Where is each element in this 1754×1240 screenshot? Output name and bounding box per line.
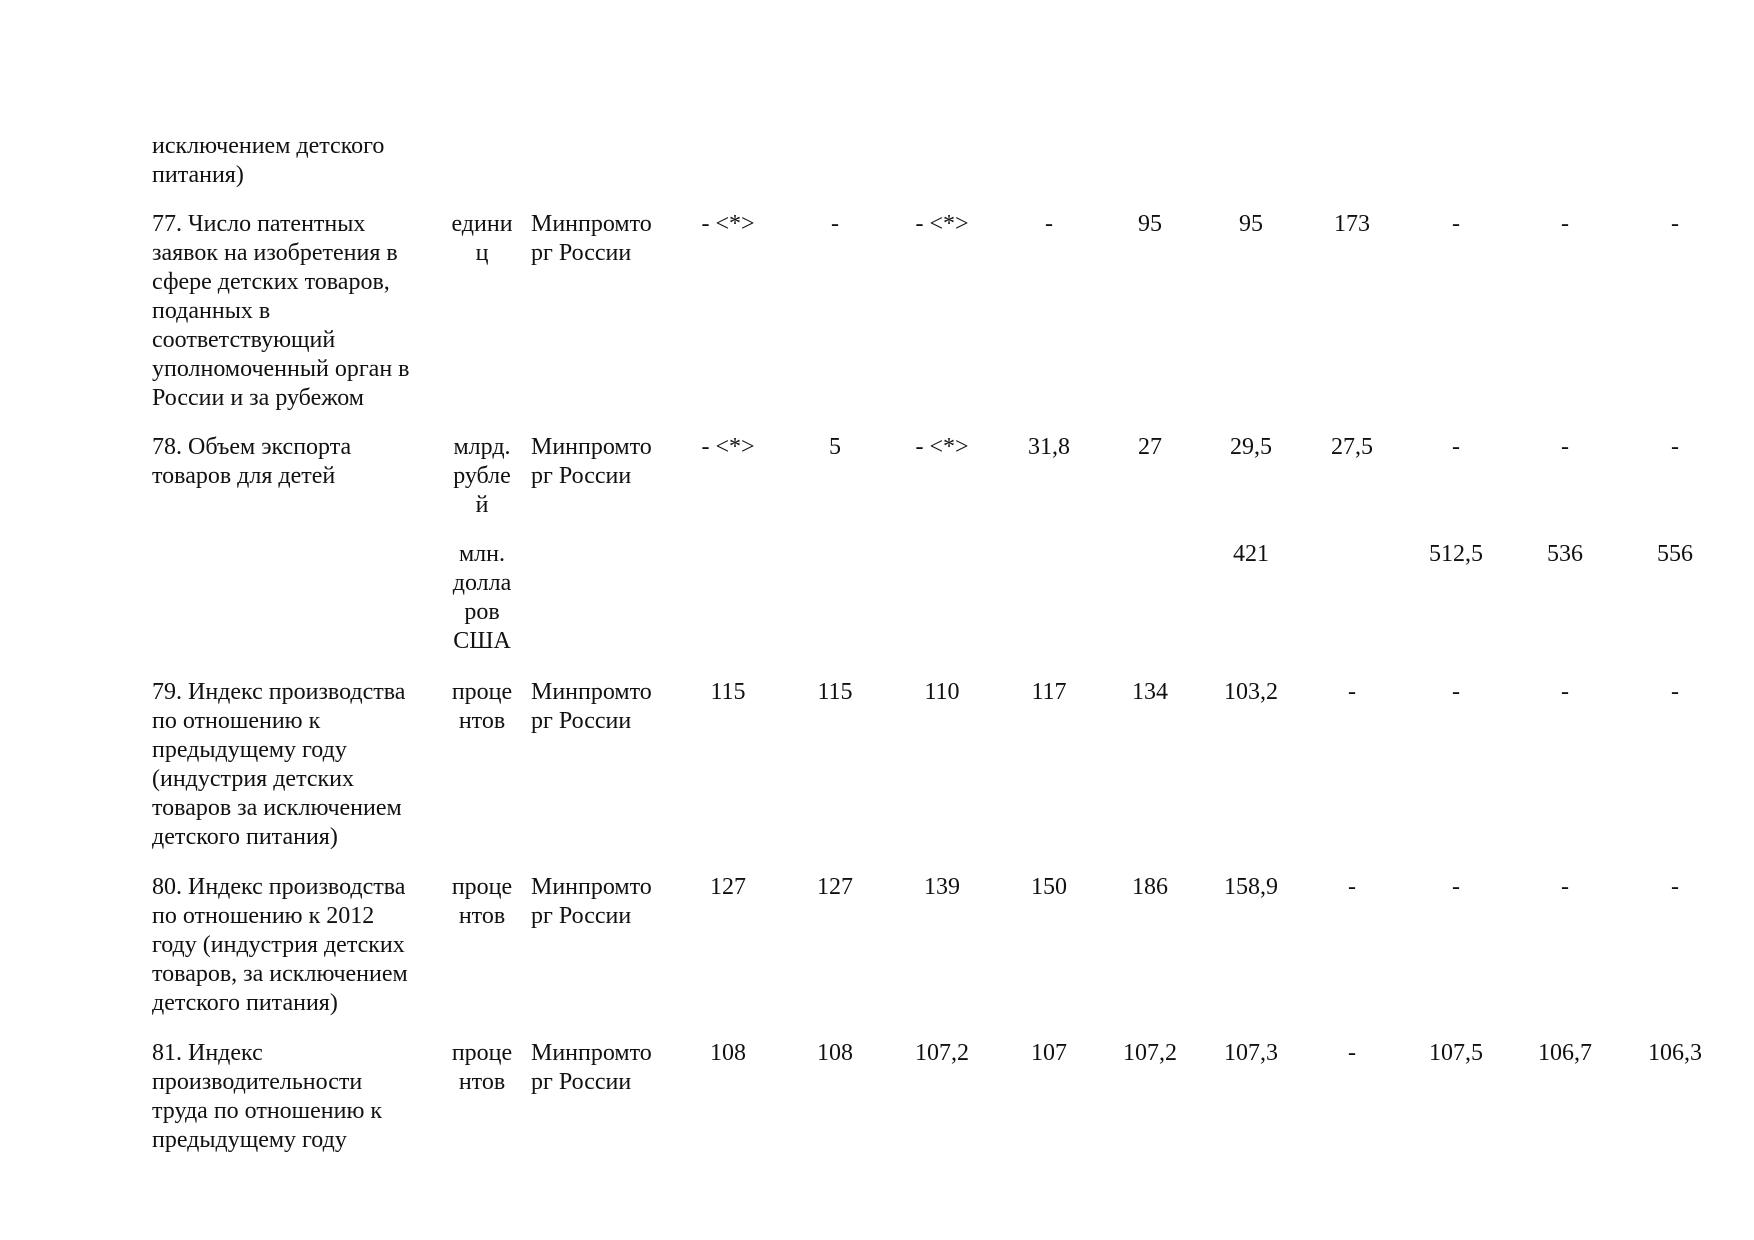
value-cell: 110 — [924, 679, 960, 705]
responsible-org-cell: Минпромто рг России — [531, 211, 652, 266]
value-cell: 106,7 — [1538, 1040, 1592, 1066]
value-cell: 27 — [1138, 434, 1162, 460]
value-cell: 5 — [829, 434, 841, 460]
value-cell: - — [1452, 874, 1460, 900]
value-cell: - — [1561, 679, 1569, 705]
indicator-name: 79. Индекс производства по отношению к предыдущему году (индустрия детских товаров за исключением детского питания) — [152, 679, 406, 850]
unit-cell: проце нтов — [451, 679, 513, 734]
value-cell: 186 — [1132, 874, 1168, 900]
indicator-name: исключением детского питания) — [152, 133, 385, 188]
value-cell: 95 — [1239, 211, 1263, 237]
responsible-org-cell: Минпромто рг России — [531, 679, 652, 734]
indicator-name: 78. Объем экспорта товаров для детей — [152, 434, 352, 489]
value-cell: - — [1348, 679, 1356, 705]
value-cell: - — [1671, 434, 1679, 460]
value-cell: 103,2 — [1224, 679, 1278, 705]
unit-cell: млрд. рубле й — [453, 434, 511, 518]
indicator-name: 80. Индекс производства по отношению к 2012 году (индустрия детских товаров, за исключением детского питания) — [152, 874, 408, 1016]
value-cell: 108 — [817, 1040, 853, 1066]
value-cell: 95 — [1138, 211, 1162, 237]
value-cell: - — [1561, 211, 1569, 237]
value-cell: - — [1348, 874, 1356, 900]
value-cell: - — [831, 211, 839, 237]
value-cell: - — [1452, 211, 1460, 237]
responsible-org-cell: Минпромто рг России — [531, 434, 652, 489]
value-cell: 107,5 — [1429, 1040, 1483, 1066]
value-cell: 127 — [817, 874, 853, 900]
value-cell: 107,3 — [1224, 1040, 1278, 1066]
value-cell: 108 — [710, 1040, 746, 1066]
value-cell: 27,5 — [1331, 434, 1373, 460]
value-cell: - — [1452, 434, 1460, 460]
value-cell: 173 — [1334, 211, 1370, 237]
responsible-org-cell: Минпромто рг России — [531, 1040, 652, 1095]
indicator-name: 81. Индекс производительности труда по отношению к предыдущему году — [152, 1040, 383, 1153]
unit-cell: проце нтов — [451, 1040, 513, 1095]
value-cell: 556 — [1657, 541, 1693, 567]
value-cell: 536 — [1547, 541, 1583, 567]
value-cell: - — [1452, 679, 1460, 705]
unit-cell: проце нтов — [451, 874, 513, 929]
value-cell: 29,5 — [1230, 434, 1272, 460]
value-cell: - — [1671, 211, 1679, 237]
value-cell: 115 — [710, 679, 746, 705]
value-cell: - — [1561, 874, 1569, 900]
value-cell: - <*> — [701, 434, 755, 460]
value-cell: 115 — [817, 679, 853, 705]
indicator-name: 77. Число патентных заявок на изобретения в сфере детских товаров, поданных в соответствующий уполномоченный орган в России и за рубежом — [152, 211, 410, 411]
value-cell: 107 — [1031, 1040, 1067, 1066]
value-cell: - <*> — [915, 211, 969, 237]
unit-cell: едини ц — [451, 211, 513, 266]
value-cell: 127 — [710, 874, 746, 900]
responsible-org-cell: Минпромто рг России — [531, 874, 652, 929]
value-cell: - — [1671, 679, 1679, 705]
value-cell: - <*> — [701, 211, 755, 237]
value-cell: - — [1561, 434, 1569, 460]
value-cell: 31,8 — [1028, 434, 1070, 460]
value-cell: 134 — [1132, 679, 1168, 705]
value-cell: 106,3 — [1648, 1040, 1702, 1066]
value-cell: 107,2 — [1123, 1040, 1177, 1066]
value-cell: 150 — [1031, 874, 1067, 900]
unit-cell: млн. долла ров США — [452, 541, 512, 654]
value-cell: - — [1671, 874, 1679, 900]
value-cell: 158,9 — [1224, 874, 1278, 900]
value-cell: - <*> — [915, 434, 969, 460]
value-cell: 421 — [1233, 541, 1269, 567]
value-cell: 139 — [924, 874, 960, 900]
value-cell: 512,5 — [1429, 541, 1483, 567]
value-cell: 117 — [1031, 679, 1067, 705]
value-cell: - — [1348, 1040, 1356, 1066]
value-cell: - — [1045, 211, 1053, 237]
value-cell: 107,2 — [915, 1040, 969, 1066]
